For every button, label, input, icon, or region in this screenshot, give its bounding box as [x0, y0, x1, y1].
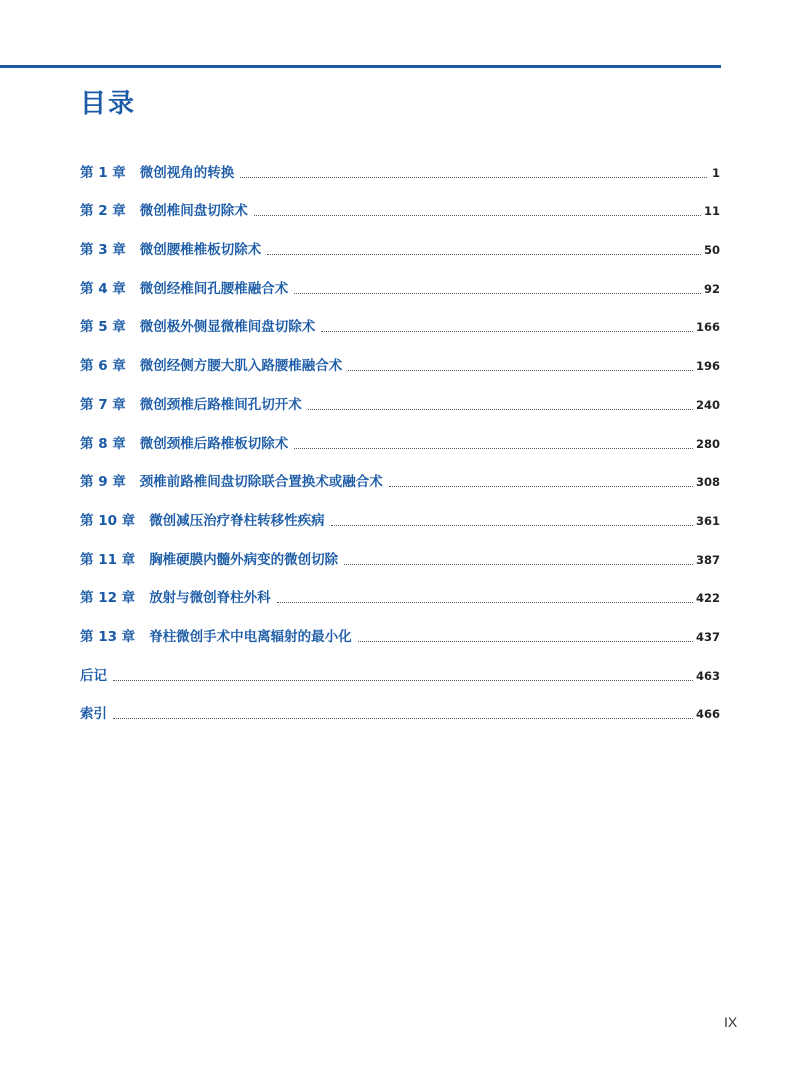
toc-entry[interactable]	[80, 151, 720, 190]
toc-chapter-title: 放射与微创脊柱外科	[149, 590, 271, 607]
toc-entry-label	[80, 667, 107, 685]
toc-leader-dots	[331, 524, 693, 526]
toc-entry-label	[80, 164, 234, 182]
toc-chapter-title: 微创椎间盘切除术	[139, 203, 248, 220]
toc-chapter-number: 第 9 章	[80, 474, 126, 491]
toc-chapter-number: 第 4 章	[80, 280, 126, 297]
toc-page-number: 240	[695, 397, 720, 412]
toc-chapter-number: 第 6 章	[80, 358, 126, 375]
toc-page-number: 11	[703, 204, 720, 219]
toc-page-number: 1	[711, 165, 720, 180]
toc-entry-index[interactable]	[80, 693, 720, 732]
toc-entry-label	[80, 512, 325, 530]
toc-leader-dots	[348, 369, 693, 371]
toc-leader-dots	[254, 214, 701, 216]
toc-leader-dots	[344, 563, 693, 565]
toc-entry-label	[80, 473, 383, 491]
toc-entry[interactable]	[80, 267, 720, 306]
toc-page-number: 463	[695, 668, 720, 683]
toc-entry[interactable]	[80, 306, 720, 345]
toc-leader-dots	[113, 679, 693, 681]
toc-entry-label	[80, 435, 288, 453]
toc-entry-afterword[interactable]	[80, 654, 720, 693]
toc-chapter-number: 第 13 章	[80, 628, 136, 645]
toc-leader-dots	[294, 447, 693, 449]
toc-entry-label	[80, 280, 288, 298]
toc-entry-label	[80, 202, 248, 220]
toc-entry-label	[80, 705, 107, 723]
toc-chapter-title: 微创颈椎后路椎间孔切开术	[139, 396, 302, 413]
toc-page-number: 437	[695, 629, 720, 644]
toc-page-number: 196	[695, 359, 720, 374]
toc-entry[interactable]	[80, 577, 720, 616]
toc-chapter-number: 第 1 章	[80, 164, 126, 181]
toc-chapter-number: 第 8 章	[80, 435, 126, 452]
toc-leader-dots	[240, 176, 707, 178]
toc-entry[interactable]	[80, 499, 720, 538]
toc-chapter-title: 微创经侧方腰大肌入路腰椎融合术	[139, 358, 343, 375]
toc-page-number: 422	[695, 591, 720, 606]
page-title: 目录	[80, 89, 137, 119]
toc-leader-dots	[389, 485, 693, 487]
toc-page-number: 50	[703, 243, 720, 258]
toc-entry-label	[80, 318, 315, 336]
toc-entry[interactable]	[80, 190, 720, 229]
toc-chapter-title: 微创颈椎后路椎板切除术	[139, 435, 289, 452]
toc-page-number: 361	[695, 513, 720, 528]
toc-page-number: 387	[695, 552, 720, 567]
toc-section-title: 后记	[80, 667, 107, 684]
toc-page-number: 308	[695, 475, 720, 490]
toc-page-number: 466	[695, 707, 720, 722]
toc-chapter-title: 微创极外侧显微椎间盘切除术	[139, 319, 316, 336]
toc-chapter-title: 微创减压治疗脊柱转移性疾病	[149, 512, 325, 529]
toc-entry[interactable]	[80, 538, 720, 577]
toc-chapter-title: 脊柱微创手术中电离辐射的最小化	[149, 628, 352, 645]
toc-leader-dots	[294, 292, 701, 294]
toc-entry[interactable]	[80, 344, 720, 383]
toc-entry-label	[80, 551, 338, 569]
toc-chapter-number: 第 3 章	[80, 242, 126, 259]
toc-leader-dots	[277, 601, 693, 603]
toc-entry[interactable]	[80, 383, 720, 422]
toc-chapter-title: 微创腰椎椎板切除术	[139, 242, 262, 259]
toc-entry-label	[80, 589, 271, 607]
toc-entry-label	[80, 628, 352, 646]
toc-chapter-number: 第 7 章	[80, 396, 126, 413]
toc-page-number: 92	[703, 281, 720, 296]
toc-entry-label	[80, 396, 302, 414]
toc-list	[80, 151, 720, 731]
toc-section-title: 索引	[80, 706, 107, 723]
toc-chapter-title: 微创视角的转换	[139, 164, 235, 181]
toc-entry[interactable]	[80, 461, 720, 500]
toc-page-number: 166	[695, 320, 720, 335]
toc-entry[interactable]	[80, 615, 720, 654]
toc-chapter-title: 胸椎硬膜内髓外病变的微创切除	[149, 551, 339, 568]
toc-page-number: 280	[695, 436, 720, 451]
toc-chapter-number: 第 2 章	[80, 203, 126, 220]
toc-chapter-number: 第 5 章	[80, 319, 126, 336]
toc-leader-dots	[358, 640, 693, 642]
toc-chapter-title: 微创经椎间孔腰椎融合术	[139, 280, 289, 297]
toc-leader-dots	[267, 253, 701, 255]
toc-entry-label	[80, 357, 342, 375]
toc-entry-label	[80, 241, 261, 259]
toc-chapter-number: 第 12 章	[80, 590, 136, 607]
toc-entry[interactable]	[80, 228, 720, 267]
header-rule	[0, 65, 721, 68]
toc-leader-dots	[321, 330, 693, 332]
toc-chapter-number: 第 10 章	[80, 512, 136, 529]
page-folio: IX	[724, 1014, 738, 1030]
toc-leader-dots	[308, 408, 693, 410]
toc-leader-dots	[113, 717, 693, 719]
toc-entry[interactable]	[80, 422, 720, 461]
toc-chapter-title: 颈椎前路椎间盘切除联合置换术或融合术	[139, 474, 383, 491]
toc-chapter-number: 第 11 章	[80, 551, 136, 568]
